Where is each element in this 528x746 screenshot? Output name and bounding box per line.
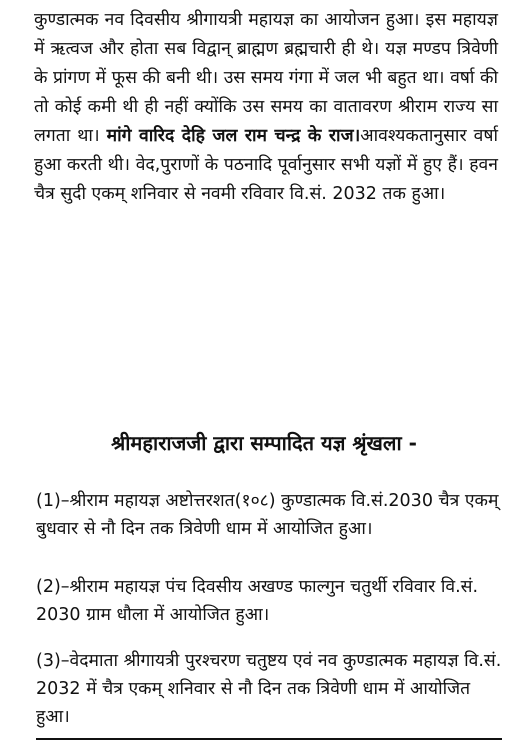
- bottom-divider: [36, 738, 502, 740]
- paragraph-text-before: कुण्डात्मक नव दिवसीय श्रीगायत्री महायज्ञ का आयोजन हुआ। इस महायज्ञ में ऋत्वज और होता सब विद्वान् ब्राह्मण ब्रह्मचारी ही थे। यज्ञ मण्डप त्रिवेणी के प्रांगण में फूस की बनी थी। उस समय गंगा में जल भी बहुत था। वर्षा की तो कोई कमी थी ही नहीं क्योंकि उस समय का वातावरण श्रीराम राज्य सा लगता था।: [34, 10, 498, 146]
- list-item: (1)–श्रीराम महायज्ञ अष्टोत्तरशत(१०८) कुण्डात्मक वि.सं.2030 चैत्र एकम् बुधवार से नौ दिन तक त्रिवेणी धाम में आयोजित हुआ।: [36, 491, 499, 539]
- list-item: (3)–वेदमाता श्रीगायत्री पुरश्चरण चतुष्टय एवं नव कुण्डात्मक महायज्ञ वि.सं. 2032 में चैत्र एकम् शनिवार से नौ दिन तक त्रिवेणी धाम में आयोजित हुआ।: [36, 651, 502, 727]
- paragraph-bold-quote: मांगे वारिद देहि जल राम चन्द्र के राज।: [106, 126, 361, 146]
- list-item: (2)–श्रीराम महायज्ञ पंच दिवसीय अखण्ड फाल्गुन चतुर्थी रविवार वि.सं. 2030 ग्राम धौला में आयोजित हुआ।: [36, 577, 479, 625]
- intro-paragraph: [34, 6, 498, 209]
- section-heading: श्रीमहाराजजी द्वारा सम्पादित यज्ञ श्रृंखला -: [111, 431, 417, 455]
- paragraph-text-after: आवश्यकतानुसार वर्षा हुआ करती थी। वेद,पुराणों के पठनादि पूर्वानुसार सभी यज्ञों में हुए हैं। हवन चैत्र सुदी एकम् शनिवार से नवमी रविवार वि.सं. 2032 तक हुआ।: [34, 126, 498, 204]
